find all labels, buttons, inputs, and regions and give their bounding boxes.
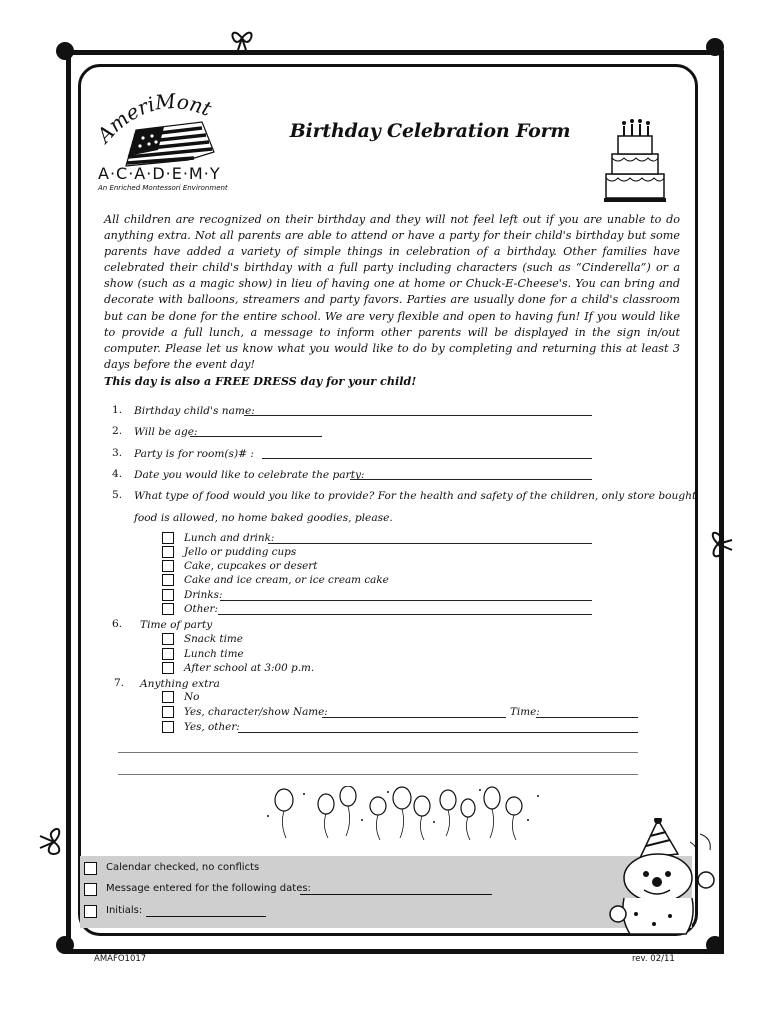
calendar-checked-checkbox[interactable]: [84, 862, 97, 875]
logo-academy: A·C·A·D·E·M·Y: [98, 164, 221, 183]
child-name-field[interactable]: [244, 415, 592, 416]
q6-label: Time of party: [140, 619, 213, 631]
q7-number: 7.: [114, 677, 125, 689]
logo-arc-text: meriMont: [103, 88, 215, 137]
option-jello: Jello or pudding cups: [184, 546, 297, 558]
q2-label: Will be age:: [134, 426, 198, 438]
birthday-cake-icon: [604, 118, 666, 204]
time-label: Time:: [510, 706, 540, 718]
message-entered-checkbox[interactable]: [84, 883, 97, 896]
other-food-field[interactable]: [218, 614, 592, 615]
balloons-decoration-icon: [262, 786, 546, 842]
q5-label-continued: food is allowed, no home baked goodies, please.: [134, 512, 393, 524]
after-school-checkbox[interactable]: [162, 662, 174, 674]
option-drinks: Drinks:: [184, 589, 223, 601]
room-field[interactable]: [262, 458, 592, 459]
show-time-field[interactable]: [536, 717, 638, 718]
message-entered-label: Message entered for the following dates:: [106, 883, 311, 894]
q2-number: 2.: [112, 425, 123, 437]
bow-right-icon: [708, 528, 736, 562]
other-food-checkbox[interactable]: [162, 603, 174, 615]
character-show-checkbox[interactable]: [162, 706, 174, 718]
cake-checkbox[interactable]: [162, 560, 174, 572]
extra-no-checkbox[interactable]: [162, 691, 174, 703]
jello-checkbox[interactable]: [162, 546, 174, 558]
q1-label: Birthday child's name:: [134, 405, 255, 417]
option-cake: Cake, cupcakes or desert: [184, 560, 318, 572]
page-title: Birthday Celebration Form: [289, 120, 571, 142]
q3-number: 3.: [112, 447, 123, 459]
q3-label: Party is for room(s)# :: [134, 448, 254, 460]
amerimont-logo: [98, 88, 238, 198]
snack-time-checkbox[interactable]: [162, 633, 174, 645]
extra-other-checkbox[interactable]: [162, 721, 174, 733]
notes-line-1[interactable]: [118, 752, 638, 753]
q4-label: Date you would like to celebrate the party:: [134, 469, 365, 481]
option-other-food: Other:: [184, 603, 219, 615]
intro-text: [104, 212, 680, 390]
lunch-drink-checkbox[interactable]: [162, 532, 174, 544]
age-field[interactable]: [190, 436, 322, 437]
q4-number: 4.: [112, 468, 123, 480]
option-after-school: After school at 3:00 p.m.: [184, 662, 315, 674]
bow-top-icon: [228, 24, 256, 52]
free-dress-note: This day is also a FREE DRESS day for your child!: [104, 373, 417, 388]
intro-paragraph: All children are recognized on their birthday and they will not feel left out if you are unable to do anything extra. Not all parents are able to attend or have a party for their child's birthday but some parents have added a variety of simple things in celebration of a birthday. Other families have celebrated their child's birthday with a full party including characters (such as “Cinderella”) or a show (such as a magic show) in lieu of having one at home or Chuck-E-Cheese's. You can bring and decorate with balloons, streamers and party favors. Parties are usually done for a child's classroom but can be done for the entire school. We are very flexible and open to having fun! If you would like to provide a full lunch, a message to inform other parents will be displayed in the sign in/out computer. Please let us know what you would like to do by completing and returning this at least 3 days before the event day!: [104, 213, 680, 371]
option-snack-time: Snack time: [184, 633, 243, 645]
option-character-show: Yes, character/show Name:: [184, 706, 328, 718]
corner-dot-top-left: [56, 42, 74, 60]
corner-dot-bottom-left: [56, 936, 74, 954]
revision-date: rev. 02/11: [632, 954, 675, 964]
ice-cream-checkbox[interactable]: [162, 574, 174, 586]
option-lunch-time: Lunch time: [184, 648, 244, 660]
option-ice-cream: Cake and ice cream, or ice cream cake: [184, 574, 389, 586]
notes-line-2[interactable]: [118, 774, 638, 775]
option-no: No: [184, 691, 200, 703]
option-extra-other: Yes, other:: [184, 721, 240, 733]
initials-label: Initials:: [106, 905, 143, 916]
date-field[interactable]: [350, 479, 592, 480]
drinks-checkbox[interactable]: [162, 589, 174, 601]
calendar-checked-label: Calendar checked, no conflicts: [106, 862, 260, 873]
extra-other-field[interactable]: [238, 732, 638, 733]
drinks-field[interactable]: [220, 600, 592, 601]
initials-checkbox[interactable]: [84, 905, 97, 918]
option-lunch-drink: Lunch and drink:: [184, 532, 275, 544]
q7-label: Anything extra: [140, 678, 220, 690]
q6-number: 6.: [112, 618, 123, 630]
q5-label: What type of food would you like to provide? For the health and safety of the children, only store bought: [134, 490, 697, 502]
character-name-field[interactable]: [322, 717, 506, 718]
lunch-time-checkbox[interactable]: [162, 648, 174, 660]
message-dates-field[interactable]: [300, 894, 492, 895]
form-code: AMAFO1017: [94, 954, 147, 964]
initials-field[interactable]: [146, 916, 266, 917]
bow-left-icon: [36, 824, 66, 860]
q1-number: 1.: [112, 404, 123, 416]
corner-dot-top-right: [706, 38, 724, 56]
q5-number: 5.: [112, 489, 123, 501]
party-clown-icon: [600, 818, 720, 942]
logo-tagline: An Enriched Montessori Environment: [98, 184, 228, 192]
lunch-drink-field[interactable]: [268, 543, 592, 544]
